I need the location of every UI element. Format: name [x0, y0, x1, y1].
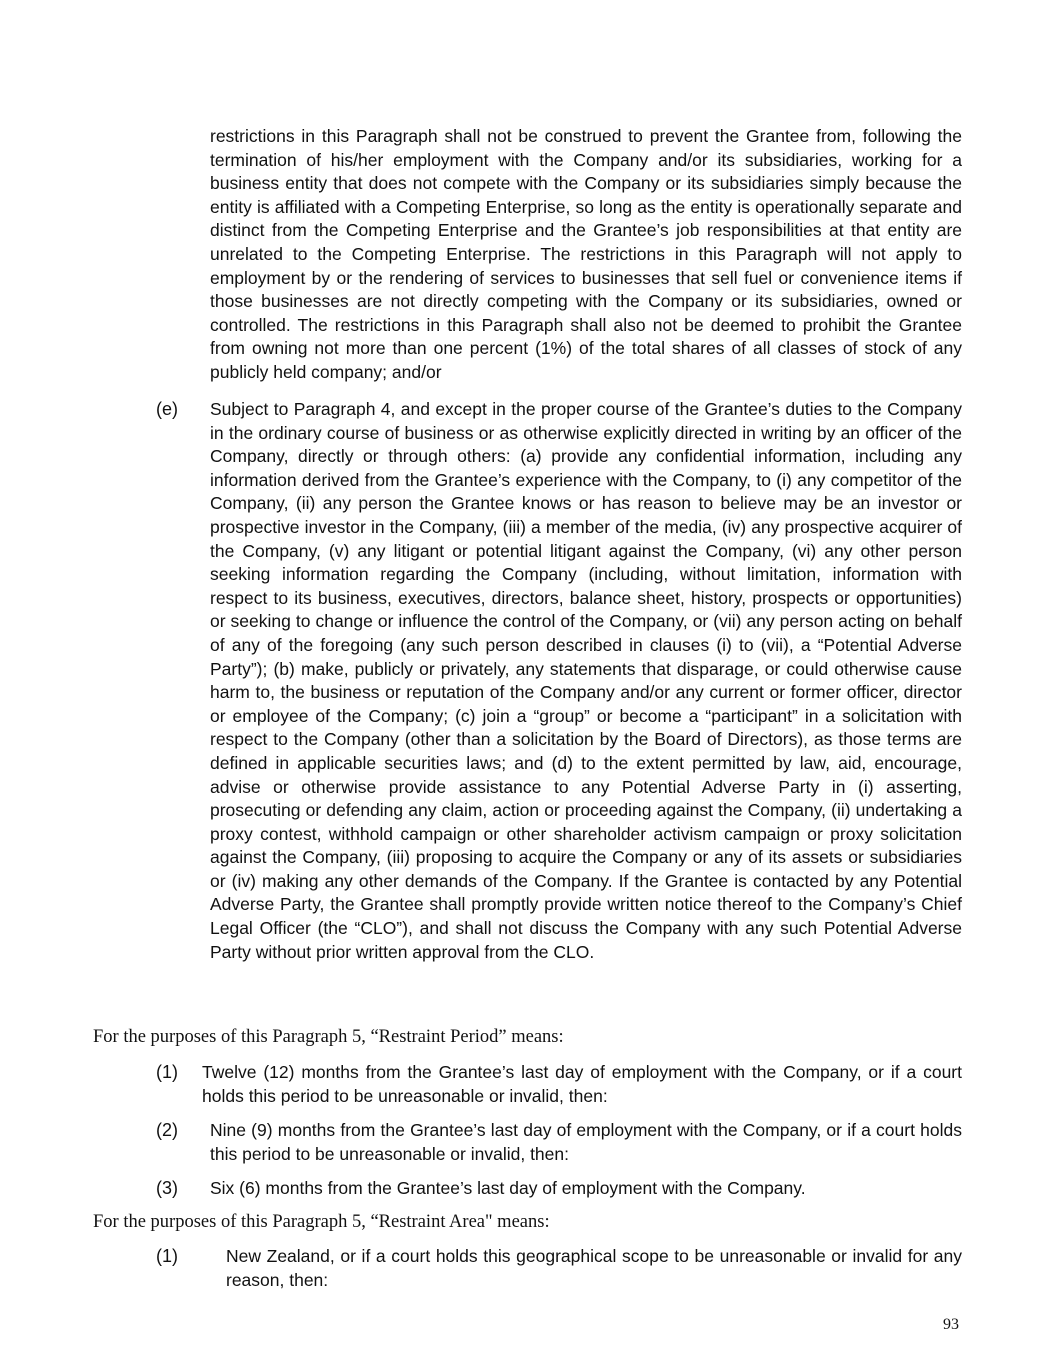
restraint-area-item-1-label: (1): [156, 1246, 178, 1266]
restraint-period-item-1-label: (1): [156, 1062, 178, 1082]
restraint-period-item-3-text: Six (6) months from the Grantee’s last day of employment with the Company.: [210, 1178, 806, 1198]
clause-e-text: Subject to Paragraph 4, and except in the proper course of the Grantee’s duties to the Company in the ordinary course of business or as otherwise explicitly directed in writing by an officer of the Company, directly or through others: (a) provide any confidential information, including any information derived from the Grantee’s experience with the Company, to (i) any competitor of the Company, (ii) any person the Grantee knows or has reason to believe may be an investor or prospective investor in the Company, (iii) a member of the media, (iv) any prospective acquirer of the Company, (v) any litigant or potential litigant against the Company, (vi) any other person seeking information regarding the Company (including, without limitation, information with respect to its business, executives, directors, balance sheet, history, prospects or opportunities) or seeking to change or influence the control of the Company, or (vii) any person acting on behalf of any of the foregoing (any such person described in clauses (i) to (vii), a “Potential Adverse Party”); (b) make, publicly or privately, any statements that disparage, or could otherwise cause harm to, the business or reputation of the Company and/or any current or former officer, director or employee of the Company; (c) join a “group” or become a “participant” in a solicitation with respect to the Company (other than a solicitation by the Board of Directors), as those terms are defined in applicable securities laws; and (d) to the extent permitted by law, aid, encourage, advise or otherwise provide assistance to any Potential Adverse Party in (i) asserting, prosecuting or defending any claim, action or proceeding against the Company, (ii) undertaking a proxy contest, withhold campaign or other shareholder activism campaign or proxy solicitation against the Company, (iii) proposing to acquire the Company or any of its assets or subsidiaries or (iv) making any other demands of the Company. If the Grantee is contacted by any Potential Adverse Party, the Grantee shall promptly provide written notice thereof to the Company’s Chief Legal Officer (the “CLO”), and shall not discuss the Company with any such Potential Adverse Party without prior written approval from the CLO.: [210, 399, 962, 962]
restraint-period-item-3-label: (3): [156, 1178, 178, 1198]
restraint-area-intro: For the purposes of this Paragraph 5, “Restraint Area" means:: [93, 1212, 550, 1232]
restraint-period-intro: For the purposes of this Paragraph 5, “Restraint Period” means:: [93, 1027, 564, 1047]
restraint-period-item-2-label: (2): [156, 1120, 178, 1140]
restraint-area-item-1-text: New Zealand, or if a court holds this geographical scope to be unreasonable or invalid for any reason, then:: [226, 1246, 962, 1290]
restraint-period-item-2-text: Nine (9) months from the Grantee’s last day of employment with the Company, or if a court holds this period to be unreasonable or invalid, then:: [210, 1120, 962, 1164]
page-number: 93: [943, 1316, 959, 1333]
restraint-period-item-1-text: Twelve (12) months from the Grantee’s last day of employment with the Company, or if a court holds this period to be unreasonable or invalid, then:: [202, 1062, 962, 1106]
clause-e-label: (e): [156, 399, 178, 419]
continuation-paragraph: restrictions in this Paragraph shall not be construed to prevent the Grantee from, following the termination of his/her employment with the Company and/or its subsidiaries, working for a business entity that does not compete with the Company or its subsidiaries simply because the entity is affiliated with a Competing Enterprise, so long as the entity is operationally separate and distinct from the Competing Enterprise and the Grantee’s job responsibilities at that entity are unrelated to the Competing Enterprise. The restrictions in this Paragraph will not apply to employment by or the rendering of services to businesses that sell fuel or convenience items if those businesses are not directly competing with the Company or its subsidiaries, owned or controlled. The restrictions in this Paragraph shall also not be deemed to prohibit the Grantee from owning not more than one percent (1%) of the total shares of all classes of stock of any publicly held company; and/or: [210, 126, 962, 382]
